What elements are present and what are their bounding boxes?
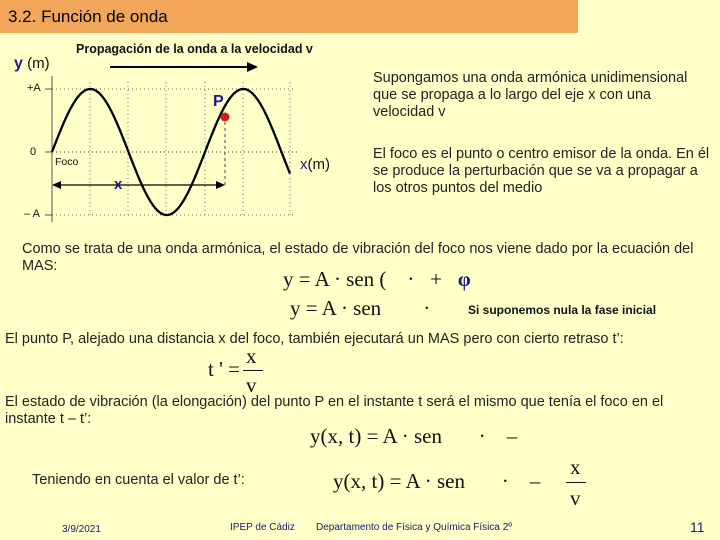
foco-label: Foco <box>55 156 79 168</box>
fase-nula-text: Si suponemos nula la fase inicial <box>468 303 657 317</box>
y-axis-symbol: y <box>14 55 23 72</box>
tick-zero: 0 <box>30 146 37 158</box>
footer-date: 3/9/2021 <box>62 524 101 535</box>
frac-line-1 <box>243 370 263 371</box>
armonica-text: Como se trata de una onda armónica, el estado de vibración del foco nos viene dado por la ecuación del MAS: <box>22 241 694 274</box>
intro-text: Supongamos una onda armónica unidimensional que se propaga a lo largo del eje x con una velocidad v <box>373 70 688 120</box>
distance-label: x <box>114 176 123 193</box>
x-axis-label <box>300 156 330 173</box>
propagation-title: Propagación de la onda a la velocidad v <box>76 42 313 56</box>
teniendo-text: Teniendo en cuenta el valor de t’: <box>32 472 245 488</box>
estado-text: El estado de vibración (la elongación) del punto P en el instante t será el mismo que tenía el foco en el instante t – t’: <box>5 394 664 427</box>
tick-plus-a: +A <box>27 82 41 94</box>
formula-onda-2: y(x, t) = A · sen · – <box>333 469 541 493</box>
frac-num-1: x <box>246 344 257 368</box>
point-p-marker <box>221 113 230 122</box>
frac-den-1: v <box>246 373 257 397</box>
formula-onda-1: y(x, t) = A · sen · – <box>310 424 518 448</box>
formula-mas-no-phase: y = A · sen · <box>290 296 431 320</box>
frac-den-2: v <box>570 486 581 510</box>
frac-num-2: x <box>570 455 581 479</box>
tick-minus-a: – A <box>24 208 40 220</box>
punto-p-text: El punto P, alejado una distancia x del foco, también ejecutará un MAS pero con cierto retraso t’: <box>5 331 624 347</box>
wave-curve <box>52 89 290 215</box>
foco-text: El foco es el punto o centro emisor de la onda. En él se produce la perturbación que se va a propagar a los otros puntos del medio <box>373 146 710 196</box>
velocity-arrow-head <box>247 62 258 72</box>
y-axis-unit: (m) <box>27 55 50 72</box>
formula-mas: y = A · sen ( · + φ <box>283 267 471 291</box>
formula-retraso: t ' = <box>208 357 240 381</box>
x-axis-unit: (m) <box>307 156 330 173</box>
point-p-label: P <box>213 93 224 110</box>
x-axis-symbol: x <box>300 156 308 173</box>
frac-line-2 <box>566 482 586 483</box>
slide-title: 3.2. Función de onda <box>8 7 168 26</box>
footer-department: Departamento de Física y Química Física 2º <box>316 522 512 533</box>
footer-school: IPEP de Cádiz <box>230 522 295 533</box>
page-number: 11 <box>690 519 705 535</box>
